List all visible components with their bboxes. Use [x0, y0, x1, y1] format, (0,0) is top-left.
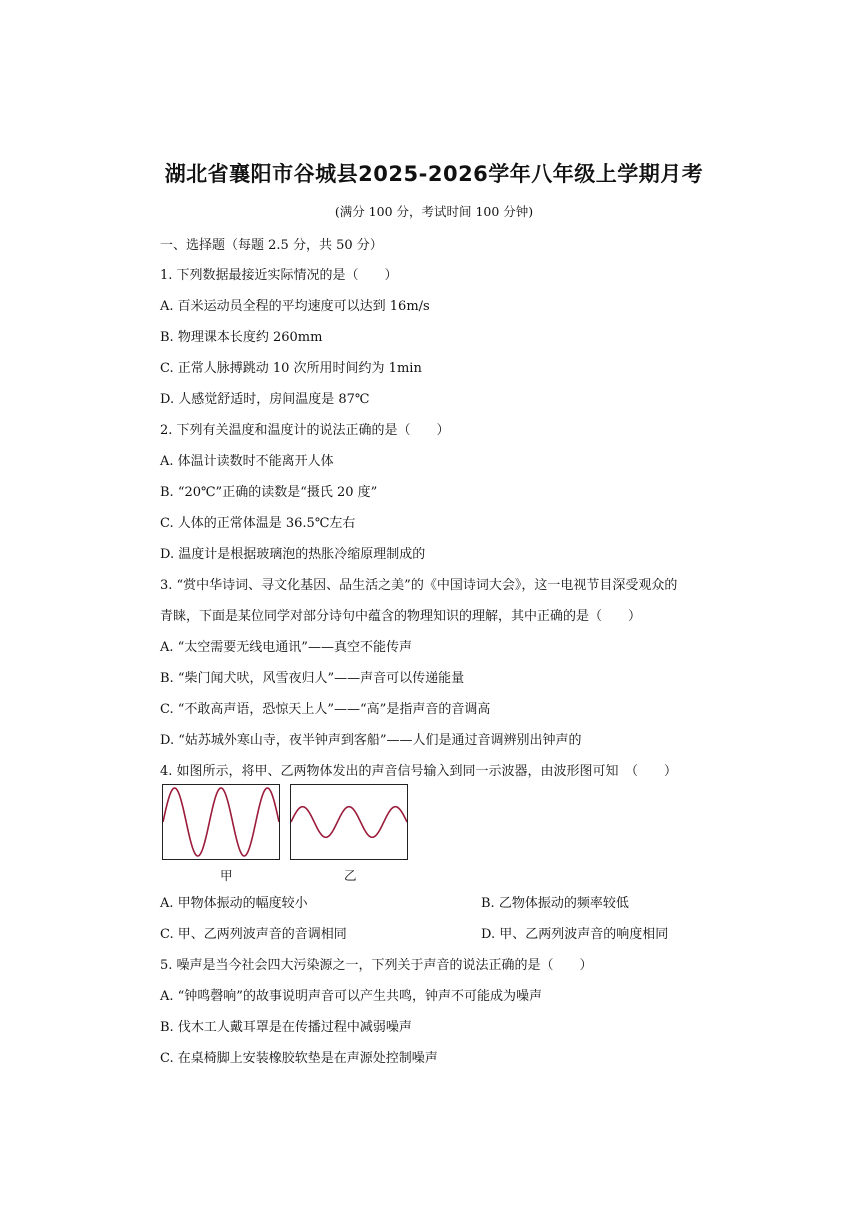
question-3-option-c: C. “不敢高声语，恐惊天上人”——“高”是指声音的音调高	[160, 702, 491, 717]
question-2-option-b: B. “20℃”正确的读数是“摄氏 20 度”	[160, 485, 378, 500]
waveform-jia	[163, 785, 279, 859]
question-1-option-c: C. 正常人脉搏跳动 10 次所用时间约为 1min	[160, 361, 422, 376]
question-3-stem-line-2: 青睐，下面是某位同学对部分诗句中蕴含的物理知识的理解，其中正确的是（ ）	[160, 609, 642, 624]
question-2-stem: 2. 下列有关温度和温度计的说法正确的是（ ）	[160, 423, 450, 438]
question-4-stem: 4. 如图所示，将甲、乙两物体发出的声音信号输入到同一示波器，由波形图可知 （ ）	[160, 764, 678, 779]
question-1-stem: 1. 下列数据最接近实际情况的是（ ）	[160, 268, 398, 283]
waveform-yi	[291, 785, 407, 859]
waveform-yi-label: 乙	[344, 868, 357, 883]
waveform-yi-box	[290, 784, 408, 860]
question-2-option-d: D. 温度计是根据玻璃泡的热胀冷缩原理制成的	[160, 547, 426, 562]
waveform-jia-label: 甲	[220, 868, 233, 883]
question-4-option-a: A. 甲物体振动的幅度较小	[160, 896, 308, 911]
exam-subtitle: (满分 100 分，考试时间 100 分钟)	[334, 204, 534, 219]
question-1-option-b: B. 物理课本长度约 260mm	[160, 330, 323, 345]
question-4-option-b: B. 乙物体振动的频率较低	[481, 896, 629, 911]
question-5-option-a: A. “钟鸣磬响”的故事说明声音可以产生共鸣，钟声不可能成为噪声	[160, 989, 542, 1004]
question-3-option-b: B. “柴门闻犬吠，风雪夜归人”——声音可以传递能量	[160, 671, 465, 686]
question-5-option-c: C. 在桌椅脚上安装橡胶软垫是在声源处控制噪声	[160, 1051, 438, 1066]
question-1-option-d: D. 人感觉舒适时，房间温度是 87℃	[160, 392, 370, 407]
question-3-stem-line-1: 3. “赏中华诗词、寻文化基因、品生活之美”的《中国诗词大会》，这一电视节目深受观众的	[160, 578, 678, 593]
question-2-option-c: C. 人体的正常体温是 36.5℃左右	[160, 516, 356, 531]
question-1-option-a: A. 百米运动员全程的平均速度可以达到 16m/s	[160, 299, 430, 314]
section-heading: 一、选择题（每题 2.5 分，共 50 分）	[160, 238, 383, 253]
question-4-option-d: D. 甲、乙两列波声音的响度相同	[481, 927, 669, 942]
question-5-stem: 5. 噪声是当今社会四大污染源之一，下列关于声音的说法正确的是（ ）	[160, 958, 593, 973]
question-2-option-a: A. 体温计读数时不能离开人体	[160, 454, 334, 469]
exam-title: 湖北省襄阳市谷城县2025-2026学年八年级上学期月考	[164, 162, 704, 186]
question-4-option-c: C. 甲、乙两列波声音的音调相同	[160, 927, 347, 942]
waveform-yi-line	[291, 807, 407, 838]
question-3-option-a: A. “太空需要无线电通讯”——真空不能传声	[160, 640, 412, 655]
question-3-option-d: D. “姑苏城外寒山寺，夜半钟声到客船”——人们是通过音调辨别出钟声的	[160, 733, 582, 748]
waveform-jia-line	[163, 788, 279, 856]
waveform-jia-box	[162, 784, 280, 860]
question-5-option-b: B. 伐木工人戴耳罩是在传播过程中减弱噪声	[160, 1020, 412, 1035]
